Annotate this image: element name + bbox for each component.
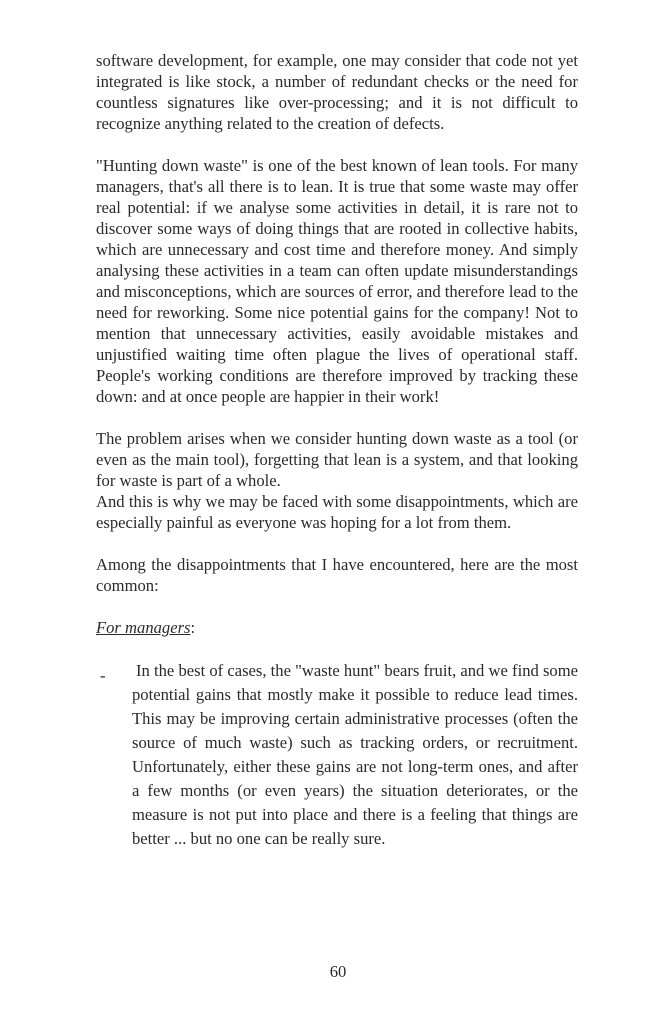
section-heading-text: For managers [96,618,191,637]
paragraph-5: Among the disappointments that I have encountered, here are the most common: [96,555,578,595]
section-heading [96,617,578,638]
paragraph-3: The problem arises when we consider hunting down waste as a tool (or even as the main tool), forgetting that lean is a system, and that looking for waste is part of a whole. [96,429,578,490]
page-body [96,50,578,851]
page-number: 60 [329,962,347,981]
section-heading-colon: : [190,618,196,637]
paragraph-1: software development, for example, one may consider that code not yet integrated is like stock, a number of redundant checks or the need for countless signatures like over-processing; and it is not difficult to recognize anything related to the creation of defects. [96,51,578,133]
paragraph-4: And this is why we may be faced with some disappointments, which are especially painful as everyone was hoping for a lot from them. [96,492,578,532]
list-bullet: - [100,666,106,685]
list-item [96,659,578,851]
list-item-text: In the best of cases, the "waste hunt" bears fruit, and we find some potential gains that mostly make it possible to reduce lead times. This may be improving certain administrative processes (often the source of much waste) such as tracking orders, or recruitment. Unfortunately, either these gains are not long-term ones, and after a few months (or even years) the situation deteriorates, or the measure is not put into place and there is a feeling that things are better ... but no one can be really sure. [132,661,578,848]
paragraph-2: "Hunting down waste" is one of the best known of lean tools. For many managers, that's all there is to lean. It is true that some waste may offer real potential: if we analyse some activities in detail, it is rare not to discover some ways of doing things that are rooted in collective habits, which are unnecessary and cost time and therefore money. And simply analysing these activities in a team can often update misunderstandings and misconceptions, which are sources of error, and therefore lead to the need for reworking. Some nice potential gains for the company! Not to mention that unnecessary activities, easily avoidable mistakes and unjustified waiting time often plague the lives of operational staff. People's working conditions are therefore improved by tracking these down: and at once people are happier in their work! [96,156,578,406]
